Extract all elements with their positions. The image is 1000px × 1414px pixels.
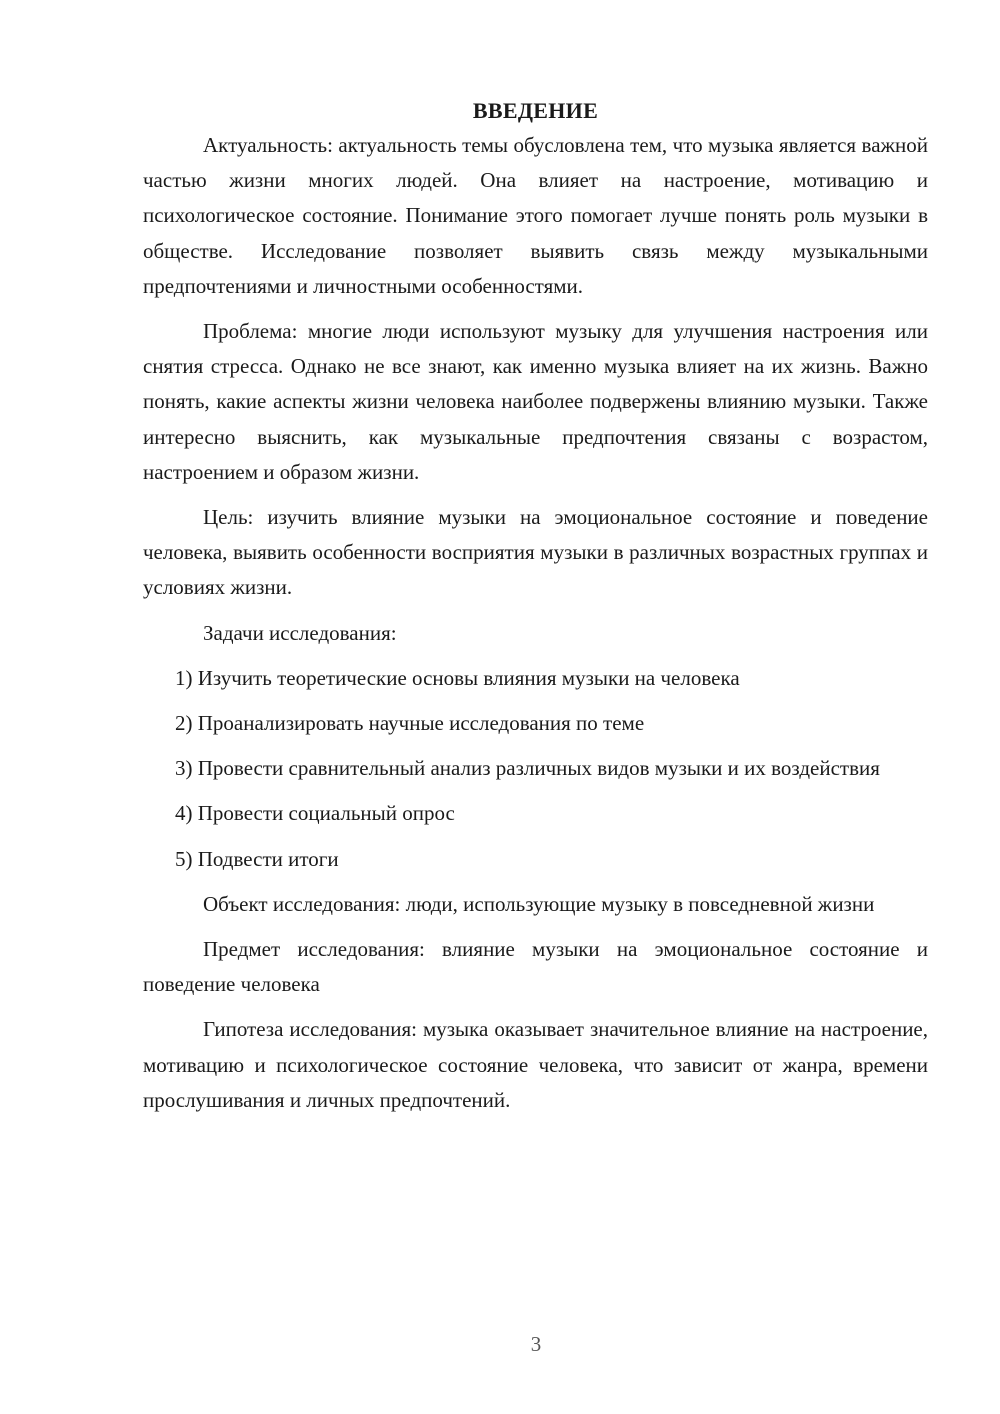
paragraph-tasks-heading: Задачи исследования:: [203, 620, 397, 645]
paragraph-problem: Проблема: многие люди используют музыку для улучшения настроения или снятия стресса. Однако не все знают, как именно музыка влияет на их жизнь. Важно понять, какие аспекты жизни человека наиболее подвержены влиянию музыки. Также интересно выяснить, как музыкальные предпочтения связаны с возрастом, настроением и образом жизни.: [143, 319, 928, 484]
document-page: [143, 94, 928, 1128]
task-item-1: 1) Изучить теоретические основы влияния музыки на человека: [175, 665, 740, 690]
task-item-3: 3) Провести сравнительный анализ различных видов музыки и их воздействия: [175, 756, 880, 781]
task-item-2: 2) Проанализировать научные исследования по теме: [175, 711, 645, 736]
task-item-5: 5) Подвести итоги: [175, 846, 339, 871]
page-number: 3: [530, 1332, 542, 1356]
paragraph-goal: Цель: изучить влияние музыки на эмоциональное состояние и поведение человека, выявить особенности восприятия музыки в различных возрастных группах и условиях жизни.: [143, 505, 928, 600]
paragraph-relevance: Актуальность: актуальность темы обусловлена тем, что музыка является важной частью жизни многих людей. Она влияет на настроение, мотивацию и психологическое состояние. Понимание этого помогает лучше понять роль музыки в обществе. Исследование позволяет выявить связь между музыкальными предпочтениями и личностными особенностями.: [143, 133, 928, 298]
paragraph-object: Объект исследования: люди, использующие музыку в повседневной жизни: [203, 891, 875, 916]
section-title: ВВЕДЕНИЕ: [472, 98, 599, 123]
paragraph-hypothesis: Гипотеза исследования: музыка оказывает значительное влияние на настроение, мотивацию и психологическое состояние человека, что зависит от жанра, времени прослушивания и личных предпочтений.: [143, 1017, 928, 1112]
task-item-4: 4) Провести социальный опрос: [175, 801, 455, 826]
paragraph-subject: Предмет исследования: влияние музыки на эмоциональное состояние и поведение человека: [143, 937, 928, 997]
